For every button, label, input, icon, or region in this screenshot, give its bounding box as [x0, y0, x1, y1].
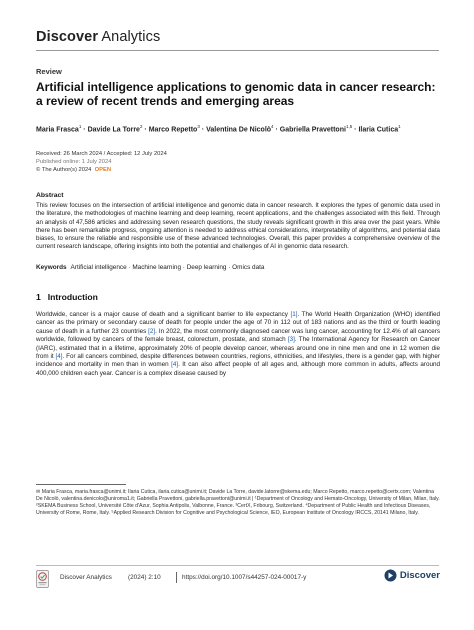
author-affiliation: 1	[398, 124, 401, 129]
keywords-text: Artificial intelligence · Machine learning · Deep learning · Omics data	[70, 264, 265, 271]
paragraph-text: . It can also affect people of all ages and, although more common in adults, affects around 400,000 children each year. Cancer is a complex disease caused by	[36, 361, 440, 377]
footer-volume: (2024) 2:10	[128, 574, 161, 581]
author-name[interactable]: Davide La Torre	[87, 126, 140, 134]
discover-logo-icon	[384, 569, 397, 582]
received-accepted-dates: Received: 26 March 2024 / Accepted: 12 July 2024	[36, 151, 167, 157]
copyright-line: © The Author(s) 2024 OPEN	[36, 167, 112, 173]
footer-doi-link[interactable]: https://doi.org/10.1007/s44257-024-00017-y	[182, 574, 307, 581]
page-footer	[36, 570, 440, 600]
footer-divider	[36, 565, 439, 566]
article-title: Artificial intelligence applications to genomic data in cancer research: a review of recent trends and emerging areas	[36, 80, 436, 108]
paragraph-text: . The World Health Organization (WHO) identified cancer as the primary or secondary cause of death for people under the age of 70 in 112 out of 183 nations and as the third or fourth leading cause of death in a further 23 countries	[36, 311, 440, 335]
discover-logo-text: Discover	[399, 570, 440, 581]
citation-link[interactable]: [2]	[148, 327, 156, 335]
keywords-label: Keywords	[36, 264, 67, 271]
article-dates	[36, 150, 167, 174]
author-name[interactable]: Gabriella Pravettoni	[279, 126, 346, 134]
paragraph-text: . The International Agency for Research on Cancer (IARC), estimated that in a lifetime, approximately 20% of people develop cancer, whereas around one in nine men and one in 12 women die from it	[36, 336, 440, 361]
footnote-divider	[36, 484, 126, 485]
citation-link[interactable]: [3]	[287, 336, 295, 344]
citation-link[interactable]: [1]	[290, 311, 298, 318]
section-title: Introduction	[47, 292, 98, 302]
author-footnotes: ✉ Maria Frasca, maria.frasca@unimi.it; Ilaria Cutica, ilaria.cutica@unimi.it; Davide La Torre, davide.latorre@skema.edu; Marco Repetto, marco.repetto@certx.com; Valentina De Nicolò, valentina.denicolo@uniroma1.it; Gabriella Pravettoni, gabriella.pravettoni@unimi.it | ¹Department of Oncology and Hemato-Oncology, University of Milan, Milan, Italy. ²SKEMA Business School, Université Côte d'Azur, Sophia Antipolis, Valbonne, France. ³CertX, Fribourg, Switzerland. ⁴Department of Public Health and Infectious Diseases, University of Rome, Rome, Italy. ⁵Applied Research Division for Cognitive and Psychological Science, IEO, European Institute of Oncology IRCCS, 20141 Milano, Italy.	[36, 489, 440, 516]
footer-separator	[176, 572, 177, 583]
author-name[interactable]: Maria Frasca	[36, 126, 79, 134]
published-date: Published online: 1 July 2024	[36, 159, 112, 165]
author-separator: ·	[142, 126, 149, 134]
paragraph-text: Worldwide, cancer is a major cause of death and a significant barrier to life expectancy	[36, 311, 291, 318]
introduction-paragraph	[36, 311, 440, 378]
abstract-heading: Abstract	[36, 192, 64, 199]
author-separator: ·	[199, 126, 207, 134]
paragraph-text: . For all cancers combined, despite differences between countries, regions, ethnicities, and lifestyles, there is a gender gap, with higher incidence and mortality in men than in women	[36, 353, 440, 369]
author-list	[36, 124, 440, 133]
author-name[interactable]: Ilaria Cutica	[358, 126, 399, 134]
article-type: Review	[36, 67, 62, 76]
abstract-text: This review focuses on the intersection of artificial intelligence and genomic data in cancer research. It explores the types of genomic data used in the literature, the methodologies of machine learning and deep learning, recent applications, and the challenges associated with this field. Through an analysis of 47,586 articles and addressing seven research questions, the study reveals significant growth in this area over the past years. While there has been remarkable progress, ongoing attention is needed to address ethical considerations, interpretability of algorithms, and potential data biases, to ensure the reliable and responsible use of these advanced technologies. Overall, this paper provides a comprehensive overview of the current research landscape, offering insights into both the potential and challenges of AI in genomic data research.	[36, 202, 440, 251]
author-affiliation: 1	[78, 124, 82, 129]
keywords-line	[36, 264, 265, 271]
introduction-heading	[36, 292, 98, 302]
abstract-section	[36, 192, 440, 252]
author-name[interactable]: Marco Repetto	[148, 126, 198, 134]
header-divider	[36, 50, 439, 51]
author-separator: ·	[352, 126, 359, 134]
author-affiliation: 2	[139, 124, 143, 129]
journal-header	[36, 28, 440, 46]
citation-link[interactable]: [4]	[55, 353, 63, 361]
paragraph-text: . In 2022, the most commonly diagnosed cancer was lung cancer, accounting for 12.4% of all cancers worldwide, followed by cancers of the female breast, colorectum, prostate, and stomach	[36, 327, 441, 344]
citation-link[interactable]: [4]	[171, 361, 179, 369]
author-separator: ·	[273, 126, 280, 134]
author-name[interactable]: Valentina De Nicolò	[206, 126, 272, 134]
open-access-badge: OPEN	[94, 167, 112, 173]
crossmark-icon[interactable]	[36, 570, 49, 588]
discover-logo	[384, 569, 440, 582]
author-separator: ·	[81, 126, 88, 134]
section-number: 1	[36, 292, 41, 302]
footer-journal: Discover Analytics	[60, 574, 112, 581]
author-affiliation: 3	[197, 124, 200, 129]
author-affiliation: 1,5	[345, 124, 353, 129]
author-affiliation: 4	[271, 124, 274, 129]
journal-brand: Discover Analytics	[36, 29, 161, 45]
